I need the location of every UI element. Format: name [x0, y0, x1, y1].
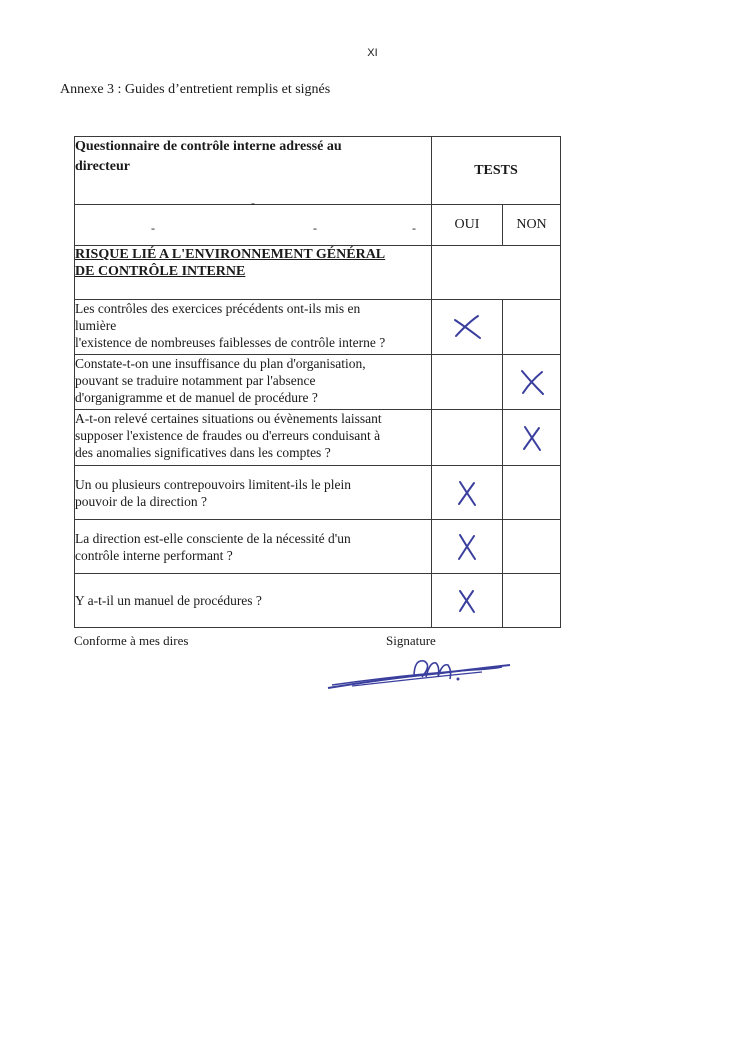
oui-cell: [432, 466, 503, 520]
question-line: d'organigramme et de manuel de procédure ?: [75, 390, 318, 405]
conforme-label: Conforme à mes dires: [74, 633, 189, 648]
question-line: des anomalies significatives dans les comptes ?: [75, 445, 331, 460]
question-line: Un ou plusieurs contrepouvoirs limitent-ils le plein: [75, 476, 351, 492]
question-row-2: [75, 355, 432, 410]
question-row-1: [75, 300, 432, 355]
question-line: supposer l'existence de fraudes ou d'erreurs conduisant à: [75, 428, 381, 443]
x-check-mark-icon: [520, 424, 544, 452]
question-line: contrôle interne performant ?: [75, 547, 233, 563]
question-line: A-t-on relevé certaines situations ou évènements laissant: [75, 411, 382, 426]
stray-dash: -: [313, 221, 317, 235]
oui-cell: [432, 520, 503, 574]
question-line: Les contrôles des exercices précédents ont-ils mis en: [75, 301, 361, 316]
x-check-mark-icon: [517, 367, 547, 397]
oui-header: OUI: [432, 205, 503, 246]
question-line: pouvoir de la direction ?: [75, 493, 207, 509]
question-line: Constate-t-on une insuffisance du plan d'organisation,: [75, 356, 366, 371]
question-line: Y a-t-il un manuel de procédures ?: [75, 593, 262, 608]
non-cell: [503, 574, 561, 628]
header-line-1: Questionnaire de contrôle interne adressé au: [75, 139, 342, 154]
questionnaire-header: [75, 137, 432, 210]
x-check-mark-icon: [455, 479, 479, 507]
annex-title: Annexe 3 : Guides d’entretient remplis et signés: [60, 82, 331, 97]
oui-cell: [432, 300, 503, 355]
non-cell: [503, 466, 561, 520]
stray-dash: -: [412, 221, 416, 235]
non-cell: [503, 300, 561, 355]
x-check-mark-icon: [455, 532, 479, 562]
question-line: La direction est-elle consciente de la nécessité d'un: [75, 530, 351, 546]
question-row-5: [75, 520, 432, 574]
section-line-1: RISQUE LIÉ A L'ENVIRONNEMENT GÉNÉRAL: [75, 247, 386, 262]
section-blank: [432, 246, 561, 300]
question-row-6: [75, 574, 432, 628]
non-header: NON: [503, 205, 561, 246]
signature-label: Signature: [386, 633, 436, 648]
header-line-2: directeur: [75, 159, 130, 174]
question-row-3: [75, 410, 432, 466]
x-check-mark-icon: [456, 588, 478, 614]
non-cell: [503, 520, 561, 574]
section-line-2: DE CONTRÔLE INTERNE: [75, 264, 246, 279]
x-check-mark-icon: [451, 314, 483, 340]
question-line: pouvant se traduire notamment par l'absence: [75, 373, 316, 388]
page-number: XI: [367, 47, 378, 59]
stray-dash: -: [151, 221, 155, 235]
question-line: l'existence de nombreuses faiblesses de contrôle interne ?: [75, 335, 386, 350]
non-cell: [503, 410, 561, 466]
oui-cell: [432, 355, 503, 410]
section-title: [75, 246, 432, 300]
tests-header: TESTS: [432, 137, 561, 205]
blank-subheader: [75, 205, 432, 246]
oui-cell: [432, 410, 503, 466]
oui-cell: [432, 574, 503, 628]
questionnaire-table: [74, 136, 561, 628]
question-row-4: [75, 466, 432, 520]
non-cell: [503, 355, 561, 410]
handwritten-signature-icon: [322, 653, 517, 695]
question-line: lumière: [75, 318, 117, 333]
stray-dash: -: [251, 196, 255, 210]
